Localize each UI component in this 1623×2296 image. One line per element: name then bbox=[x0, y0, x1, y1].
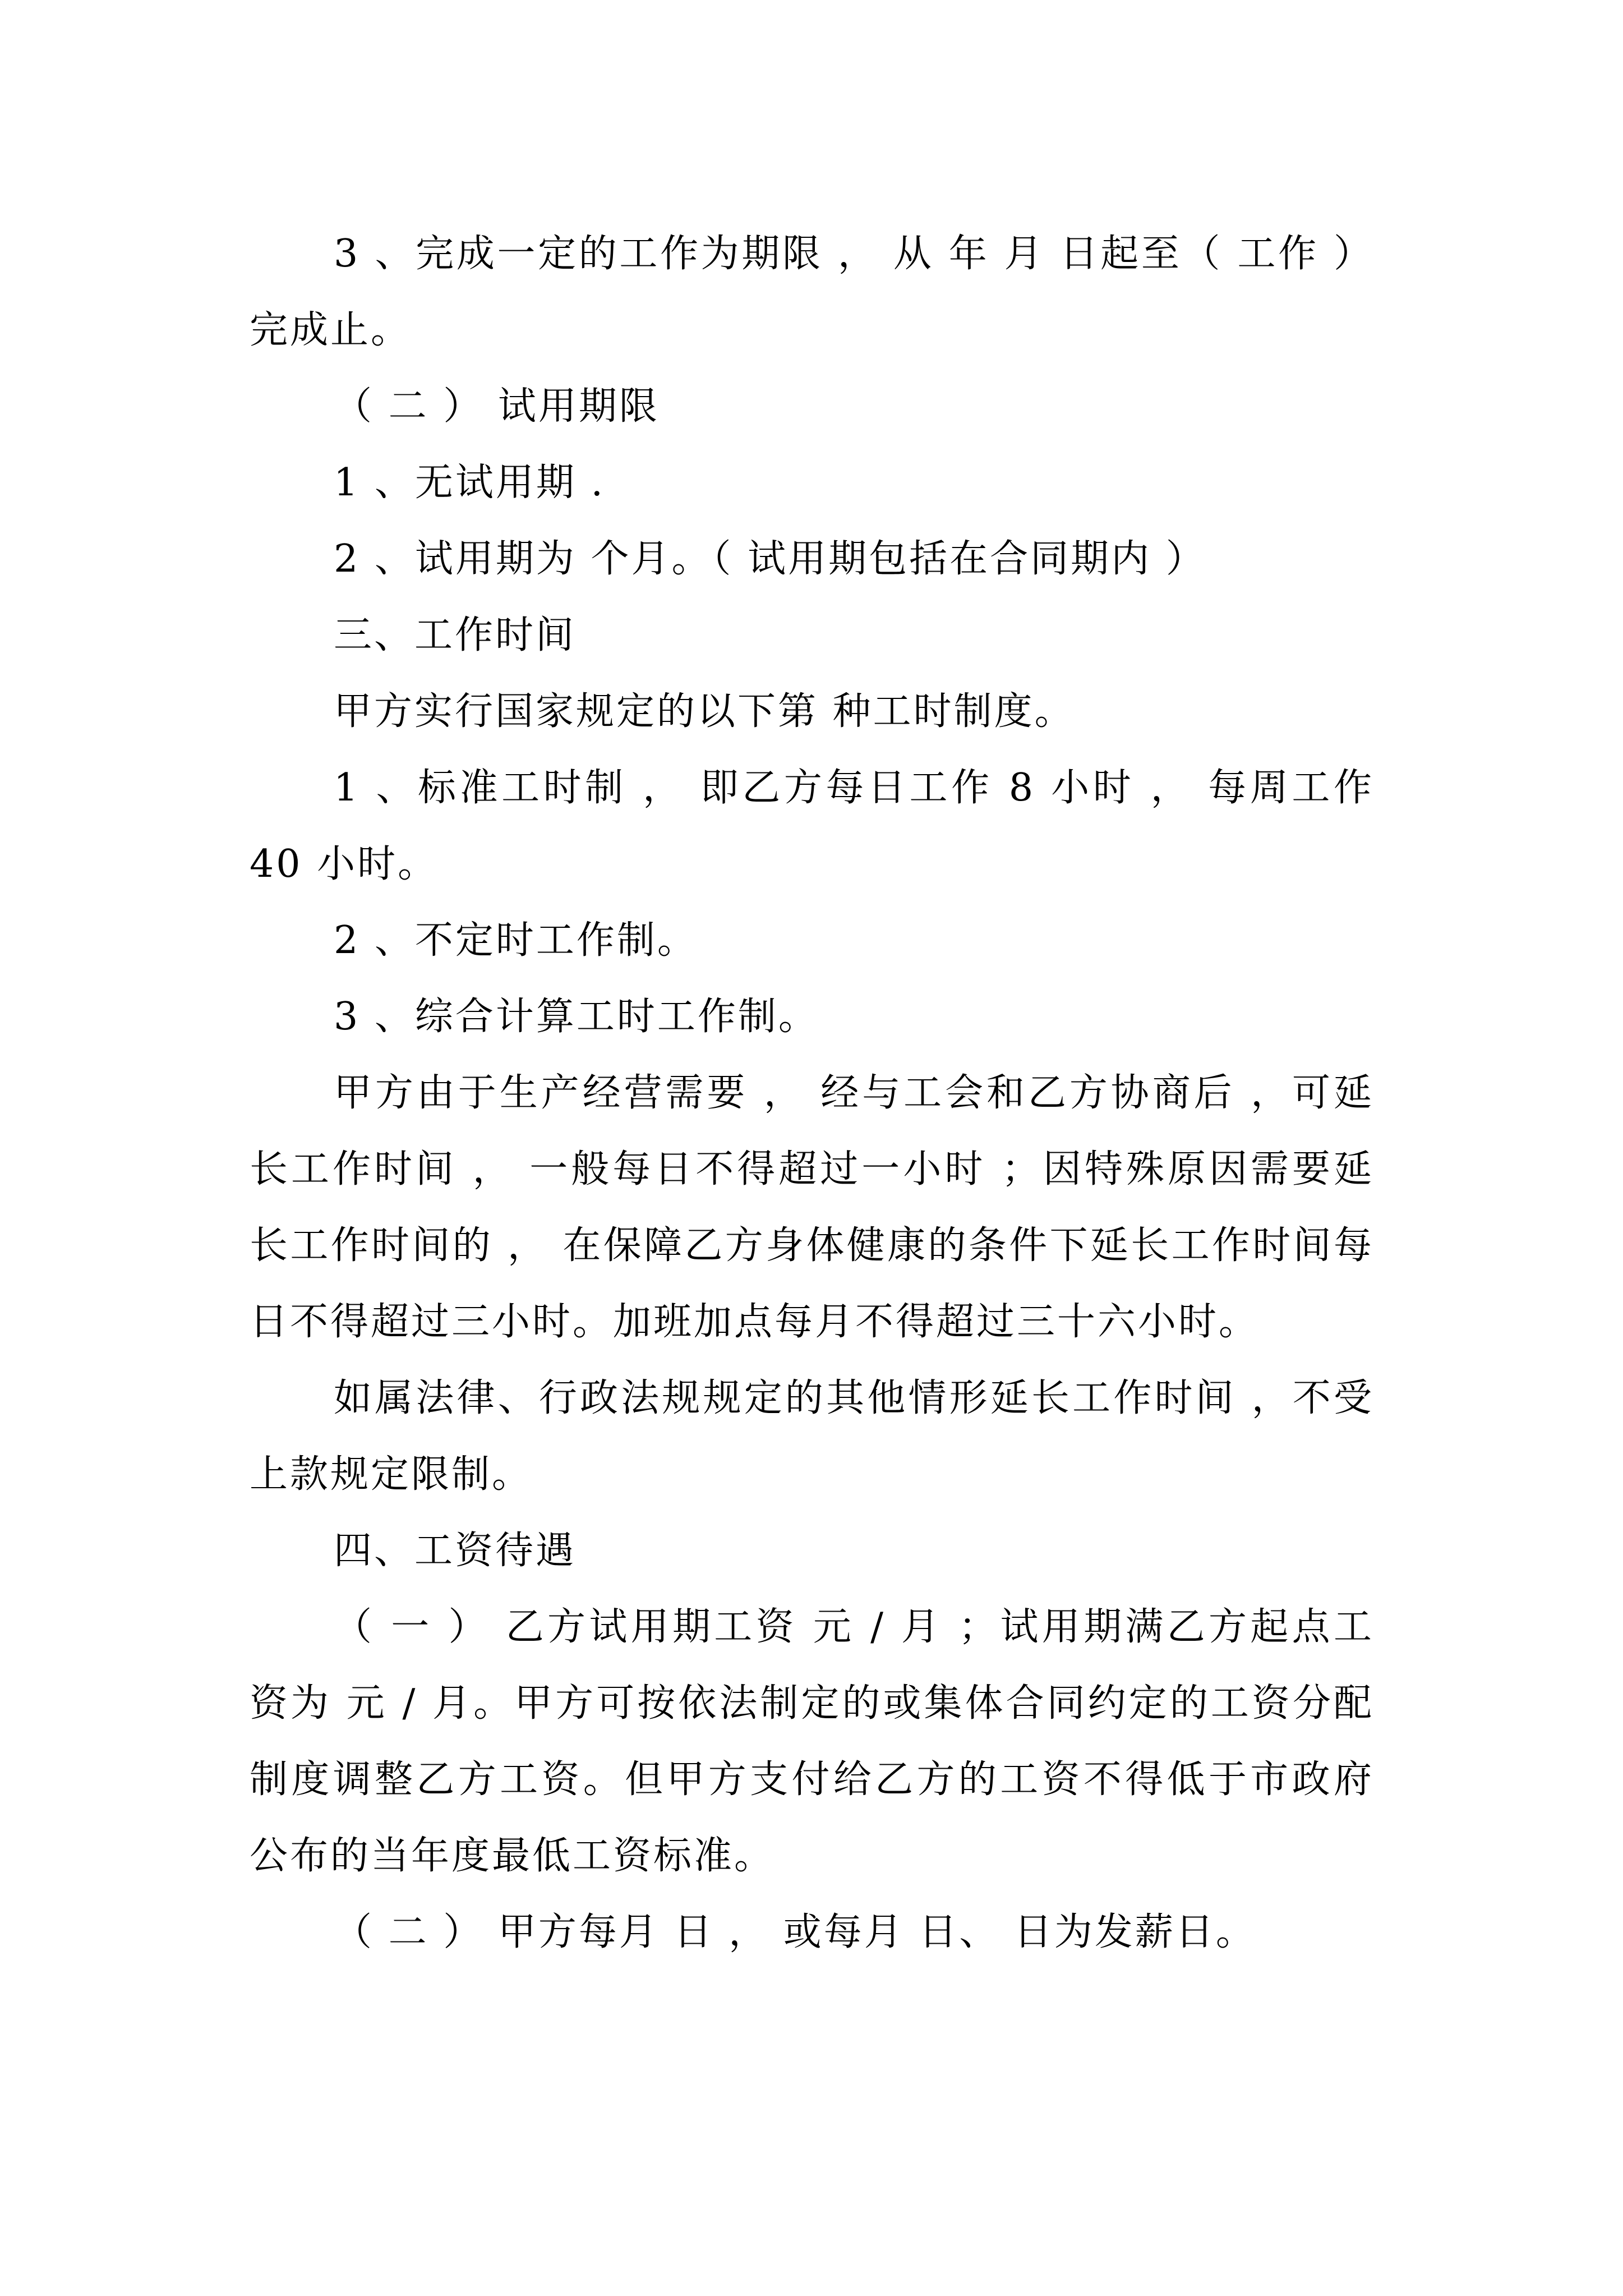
paragraph-no-probation: 1 、无试用期 . bbox=[334, 461, 606, 505]
paragraph-payday: （ 二 ） 甲方每月 日 ， 或每月 日、 日为发薪日。 bbox=[334, 1910, 1256, 1954]
heading-probation-period: （ 二 ） 试用期限 bbox=[334, 384, 660, 429]
paragraph-legal-exceptions: 如属法律、行政法规规定的其他情形延长工作时间 ，不受上款规定限制。 bbox=[250, 1376, 1374, 1497]
paragraph-salary-amount: （ 一 ） 乙方试用期工资 元 / 月 ；试用期满乙方起点工资为 元 / 月。甲方可按依法制定的或集体合同约定的工资分配制度调整乙方工资。但甲方支付给乙方的工资不得低于市政府公布的当年度最低工资标准。 bbox=[250, 1605, 1374, 1878]
paragraph-probation-months: 2 、试用期为 个月。（ 试用期包括在合同期内 ） bbox=[334, 537, 1206, 581]
paragraph-flexible-hours: 2 、不定时工作制。 bbox=[334, 918, 698, 963]
paragraph-contract-term-3: 3 、完成一定的工作为期限 ， 从 年 月 日起至（ 工作 ）完成止。 bbox=[250, 232, 1374, 352]
paragraph-comprehensive-hours: 3 、综合计算工时工作制。 bbox=[334, 995, 819, 1039]
paragraph-standard-hours: 1 、标准工时制 ， 即乙方每日工作 8 小时 ， 每周工作 40 小时。 bbox=[250, 766, 1374, 886]
paragraph-overtime-rules: 甲方由于生产经营需要 ， 经与工会和乙方协商后 ，可延长工作时间 ， 一般每日不得超过一小时 ；因特殊原因需要延长工作时间的 ， 在保障乙方身体健康的条件下延长工作时间每日不得超过三小时。加班加点每月不得超过三十六小时。 bbox=[250, 1071, 1374, 1344]
paragraph-hours-system: 甲方实行国家规定的以下第 种工时制度。 bbox=[334, 689, 1075, 734]
heading-salary: 四、工资待遇 bbox=[334, 1529, 577, 1573]
document-body bbox=[250, 216, 1374, 1971]
heading-working-hours: 三、工作时间 bbox=[334, 613, 577, 657]
